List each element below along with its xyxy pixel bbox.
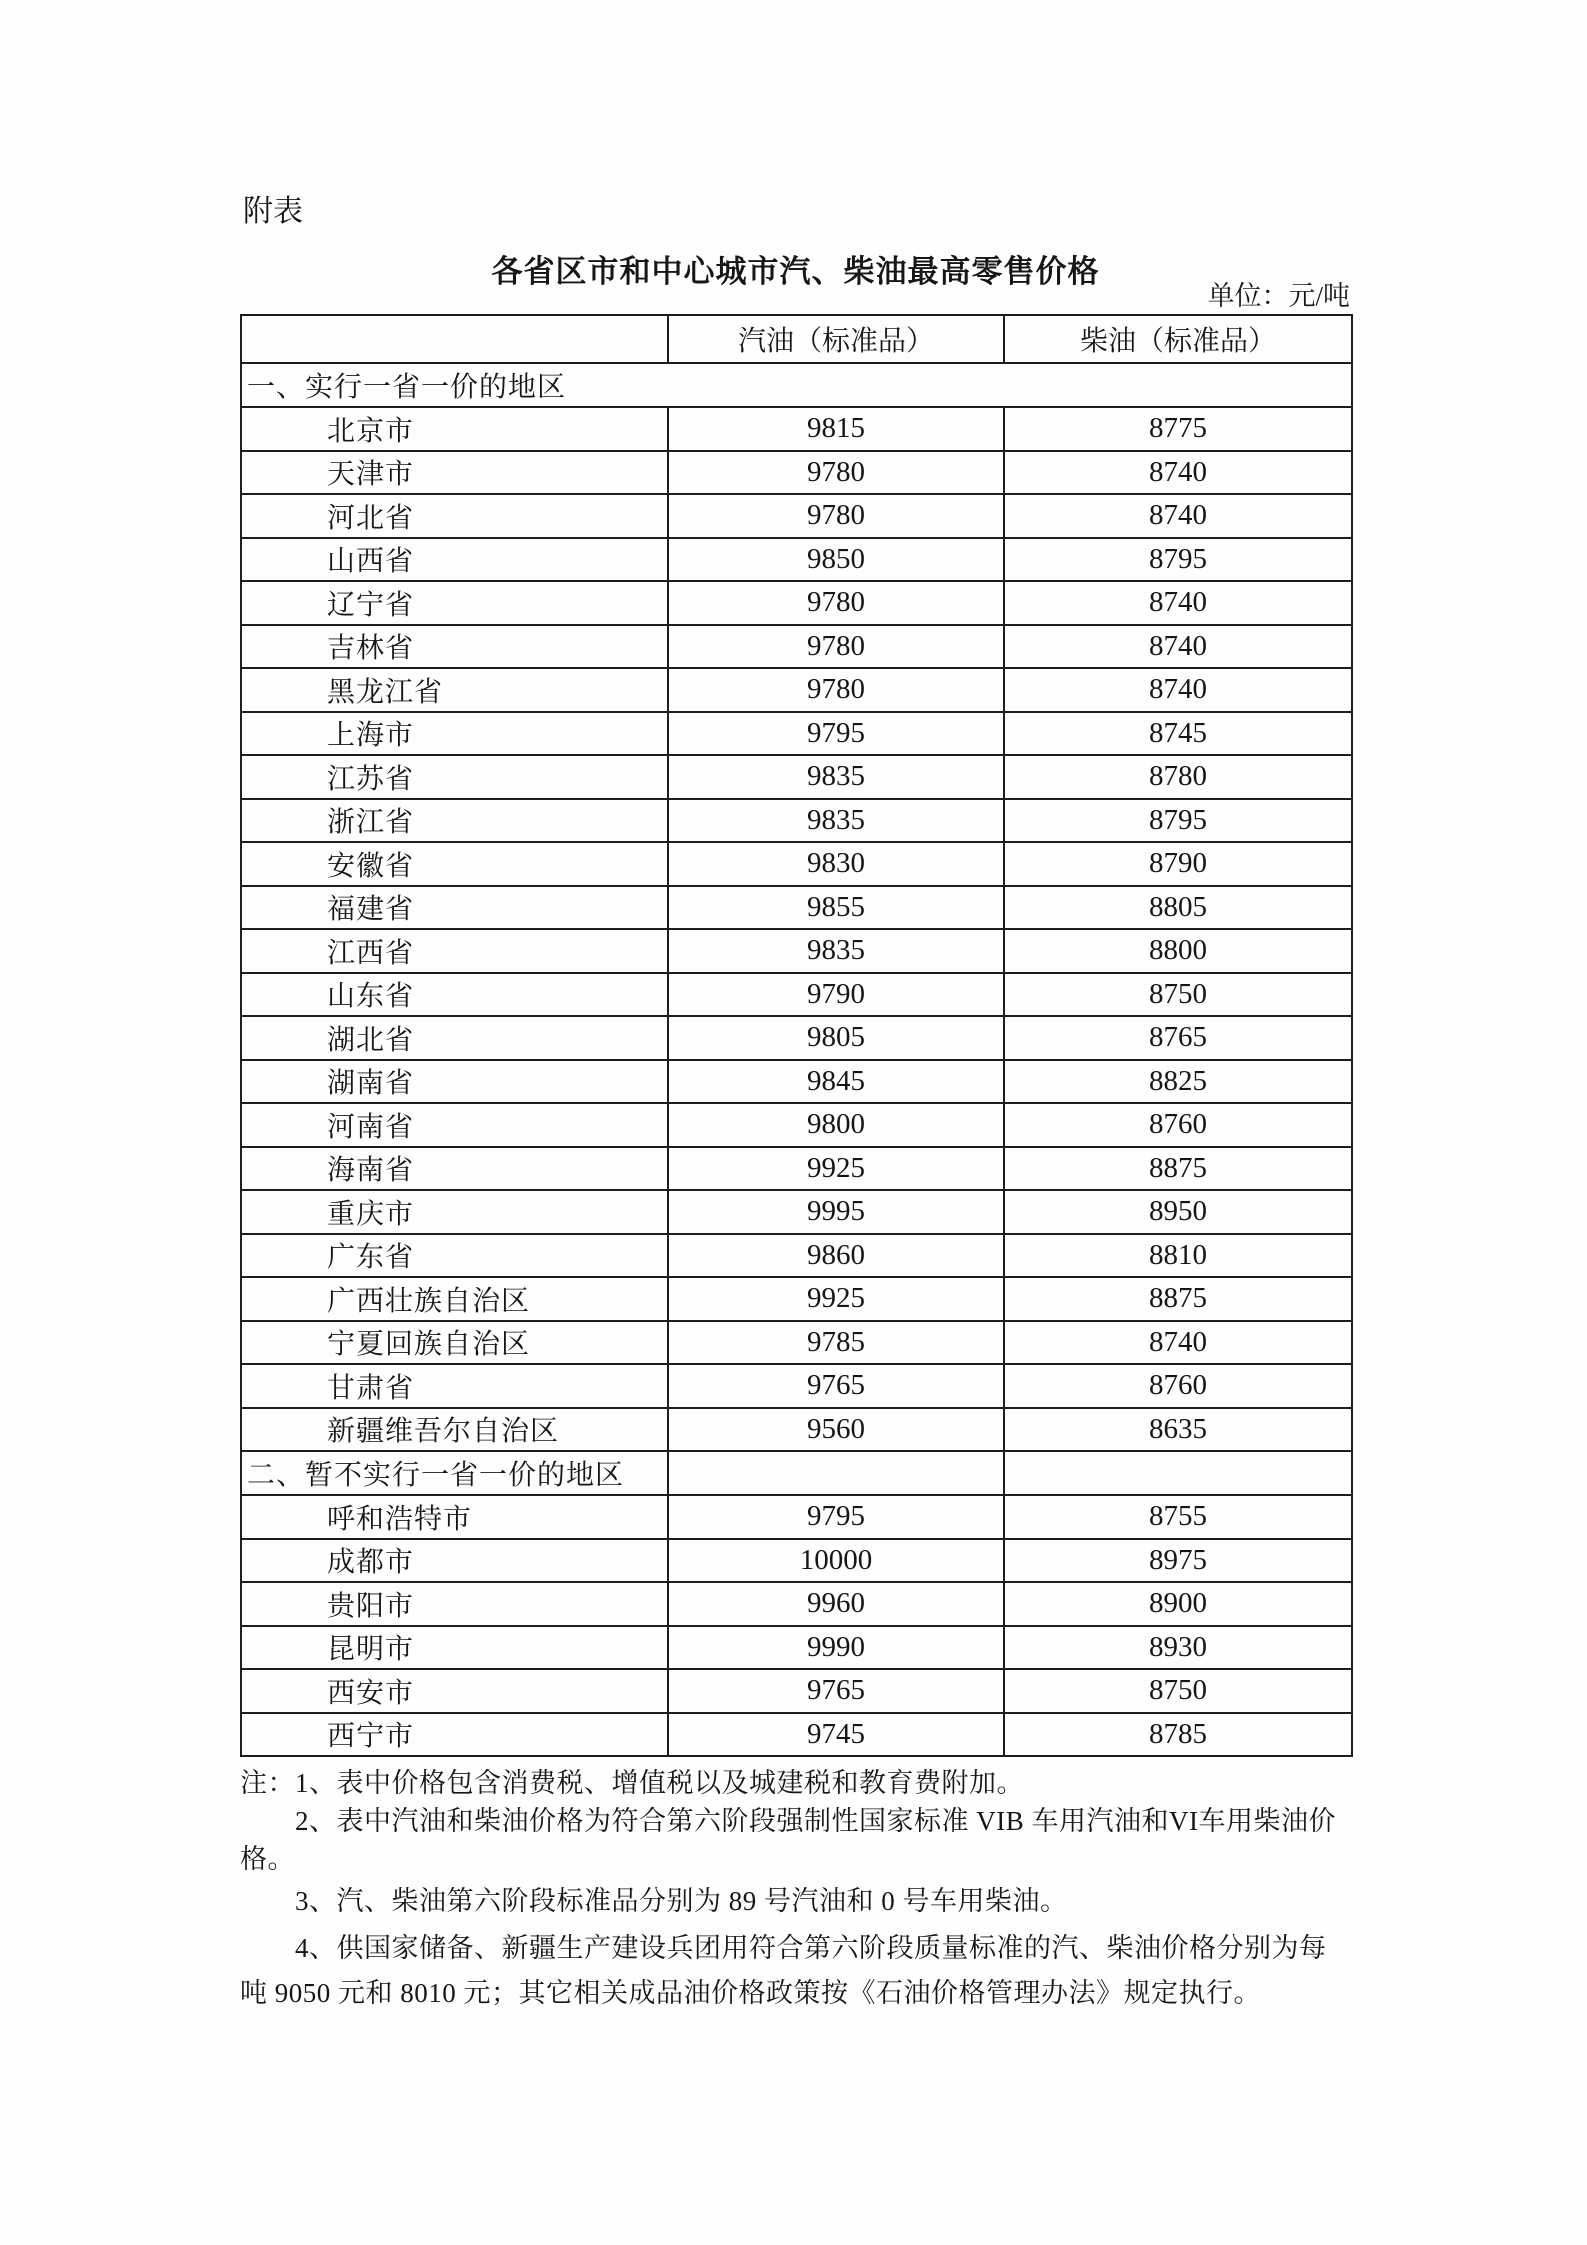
region-cell: 天津市 — [241, 451, 668, 495]
region-cell: 西宁市 — [241, 1713, 668, 1757]
table-header-row — [241, 315, 1352, 363]
region-cell: 山东省 — [241, 973, 668, 1017]
gasoline-price-cell: 9835 — [668, 929, 1004, 973]
table-row — [241, 451, 1352, 495]
diesel-price-cell: 8760 — [1004, 1103, 1352, 1147]
diesel-price-cell: 8875 — [1004, 1277, 1352, 1321]
diesel-price-cell: 8760 — [1004, 1364, 1352, 1408]
gasoline-price-cell: 9780 — [668, 494, 1004, 538]
diesel-price-cell: 8740 — [1004, 668, 1352, 712]
table-row — [241, 668, 1352, 712]
diesel-price-cell: 8740 — [1004, 494, 1352, 538]
header-cell-diesel: 柴油（标准品） — [1004, 315, 1352, 363]
gasoline-price-cell: 9835 — [668, 755, 1004, 799]
table-row — [241, 1539, 1352, 1583]
region-cell: 甘肃省 — [241, 1364, 668, 1408]
gasoline-price-cell: 9785 — [668, 1321, 1004, 1365]
gasoline-price-cell: 9560 — [668, 1408, 1004, 1452]
gasoline-price-cell: 9780 — [668, 625, 1004, 669]
note-line: 格。 — [240, 1844, 295, 1874]
region-cell: 重庆市 — [241, 1190, 668, 1234]
table-row — [241, 842, 1352, 886]
region-cell: 广东省 — [241, 1234, 668, 1278]
page-title: 各省区市和中心城市汽、柴油最高零售价格 — [491, 254, 1100, 289]
gasoline-price-cell: 9830 — [668, 842, 1004, 886]
note-line: 4、供国家储备、新疆生产建设兵团用符合第六阶段质量标准的汽、柴油价格分别为每 — [295, 1933, 1327, 1963]
table-row — [241, 494, 1352, 538]
region-cell: 新疆维吾尔自治区 — [241, 1408, 668, 1452]
table-row — [241, 407, 1352, 451]
region-cell: 河北省 — [241, 494, 668, 538]
table-row — [241, 1495, 1352, 1539]
gasoline-price-cell: 9850 — [668, 538, 1004, 582]
table-row — [241, 1277, 1352, 1321]
gasoline-price-cell: 9780 — [668, 668, 1004, 712]
table-row — [241, 1016, 1352, 1060]
table-row — [241, 1321, 1352, 1365]
table-row — [241, 538, 1352, 582]
diesel-price-cell: 8930 — [1004, 1626, 1352, 1670]
price-table — [240, 314, 1353, 1757]
region-cell: 海南省 — [241, 1147, 668, 1191]
region-cell: 江西省 — [241, 929, 668, 973]
gasoline-price-cell: 9805 — [668, 1016, 1004, 1060]
table-row — [241, 973, 1352, 1017]
unit-label: 单位：元/吨 — [1207, 281, 1350, 311]
gasoline-price-cell: 9925 — [668, 1147, 1004, 1191]
diesel-price-cell: 8740 — [1004, 451, 1352, 495]
table-row — [241, 1669, 1352, 1713]
table-row — [241, 581, 1352, 625]
table-row — [241, 1364, 1352, 1408]
section-header-row — [241, 363, 1352, 407]
region-cell: 贵阳市 — [241, 1582, 668, 1626]
region-cell: 呼和浩特市 — [241, 1495, 668, 1539]
diesel-price-cell: 8795 — [1004, 799, 1352, 843]
diesel-price-cell: 8780 — [1004, 755, 1352, 799]
table-row — [241, 1234, 1352, 1278]
table-row — [241, 1103, 1352, 1147]
table-row — [241, 1626, 1352, 1670]
gasoline-price-cell: 9990 — [668, 1626, 1004, 1670]
diesel-price-cell: 8785 — [1004, 1713, 1352, 1757]
region-cell: 成都市 — [241, 1539, 668, 1583]
note-line: 3、汽、柴油第六阶段标准品分别为 89 号汽油和 0 号车用柴油。 — [295, 1886, 1068, 1916]
region-cell: 河南省 — [241, 1103, 668, 1147]
note-line: 2、表中汽油和柴油价格为符合第六阶段强制性国家标准 VIB 车用汽油和VI车用柴油价 — [295, 1806, 1336, 1836]
gasoline-price-cell: 9860 — [668, 1234, 1004, 1278]
region-cell: 安徽省 — [241, 842, 668, 886]
region-cell: 湖南省 — [241, 1060, 668, 1104]
diesel-price-cell: 8740 — [1004, 581, 1352, 625]
diesel-price-cell: 8900 — [1004, 1582, 1352, 1626]
empty-cell — [668, 1451, 1004, 1495]
gasoline-price-cell: 9765 — [668, 1364, 1004, 1408]
diesel-price-cell: 8790 — [1004, 842, 1352, 886]
gasoline-price-cell: 9815 — [668, 407, 1004, 451]
note-line: 吨 9050 元和 8010 元；其它相关成品油价格政策按《石油价格管理办法》规定执行。 — [240, 1978, 1261, 2008]
gasoline-price-cell: 9795 — [668, 1495, 1004, 1539]
region-cell: 上海市 — [241, 712, 668, 756]
diesel-price-cell: 8635 — [1004, 1408, 1352, 1452]
gasoline-price-cell: 9995 — [668, 1190, 1004, 1234]
diesel-price-cell: 8775 — [1004, 407, 1352, 451]
gasoline-price-cell: 9780 — [668, 581, 1004, 625]
diesel-price-cell: 8740 — [1004, 1321, 1352, 1365]
table-row — [241, 1190, 1352, 1234]
table-row — [241, 1147, 1352, 1191]
region-cell: 浙江省 — [241, 799, 668, 843]
region-cell: 宁夏回族自治区 — [241, 1321, 668, 1365]
table-row — [241, 799, 1352, 843]
header-cell-region — [241, 315, 668, 363]
diesel-price-cell: 8975 — [1004, 1539, 1352, 1583]
gasoline-price-cell: 9780 — [668, 451, 1004, 495]
region-cell: 昆明市 — [241, 1626, 668, 1670]
region-cell: 湖北省 — [241, 1016, 668, 1060]
diesel-price-cell: 8765 — [1004, 1016, 1352, 1060]
gasoline-price-cell: 9765 — [668, 1669, 1004, 1713]
gasoline-price-cell: 9835 — [668, 799, 1004, 843]
diesel-price-cell: 8810 — [1004, 1234, 1352, 1278]
diesel-price-cell: 8950 — [1004, 1190, 1352, 1234]
region-cell: 吉林省 — [241, 625, 668, 669]
region-cell: 辽宁省 — [241, 581, 668, 625]
region-cell: 黑龙江省 — [241, 668, 668, 712]
gasoline-price-cell: 9845 — [668, 1060, 1004, 1104]
table-row — [241, 886, 1352, 930]
diesel-price-cell: 8750 — [1004, 973, 1352, 1017]
region-cell: 西安市 — [241, 1669, 668, 1713]
note-line: 注：1、表中价格包含消费税、增值税以及城建税和教育费附加。 — [240, 1768, 1024, 1798]
table-row — [241, 755, 1352, 799]
region-cell: 北京市 — [241, 407, 668, 451]
region-cell: 江苏省 — [241, 755, 668, 799]
table-row — [241, 929, 1352, 973]
section-header-row — [241, 1451, 1352, 1495]
table-row — [241, 712, 1352, 756]
appendix-label: 附表 — [243, 195, 303, 228]
diesel-price-cell: 8795 — [1004, 538, 1352, 582]
diesel-price-cell: 8825 — [1004, 1060, 1352, 1104]
region-cell: 福建省 — [241, 886, 668, 930]
region-cell: 山西省 — [241, 538, 668, 582]
gasoline-price-cell: 9795 — [668, 712, 1004, 756]
table-row — [241, 1408, 1352, 1452]
diesel-price-cell: 8745 — [1004, 712, 1352, 756]
gasoline-price-cell: 10000 — [668, 1539, 1004, 1583]
table-row — [241, 625, 1352, 669]
gasoline-price-cell: 9925 — [668, 1277, 1004, 1321]
gasoline-price-cell: 9960 — [668, 1582, 1004, 1626]
table-row — [241, 1713, 1352, 1757]
diesel-price-cell: 8805 — [1004, 886, 1352, 930]
diesel-price-cell: 8750 — [1004, 1669, 1352, 1713]
section-header-cell: 一、实行一省一价的地区 — [241, 363, 1352, 407]
gasoline-price-cell: 9855 — [668, 886, 1004, 930]
diesel-price-cell: 8740 — [1004, 625, 1352, 669]
table-row — [241, 1582, 1352, 1626]
gasoline-price-cell: 9790 — [668, 973, 1004, 1017]
diesel-price-cell: 8800 — [1004, 929, 1352, 973]
table-row — [241, 1060, 1352, 1104]
empty-cell — [1004, 1451, 1352, 1495]
section-header-cell: 二、暂不实行一省一价的地区 — [241, 1451, 668, 1495]
region-cell: 广西壮族自治区 — [241, 1277, 668, 1321]
diesel-price-cell: 8755 — [1004, 1495, 1352, 1539]
gasoline-price-cell: 9800 — [668, 1103, 1004, 1147]
header-cell-gasoline: 汽油（标准品） — [668, 315, 1004, 363]
gasoline-price-cell: 9745 — [668, 1713, 1004, 1757]
diesel-price-cell: 8875 — [1004, 1147, 1352, 1191]
